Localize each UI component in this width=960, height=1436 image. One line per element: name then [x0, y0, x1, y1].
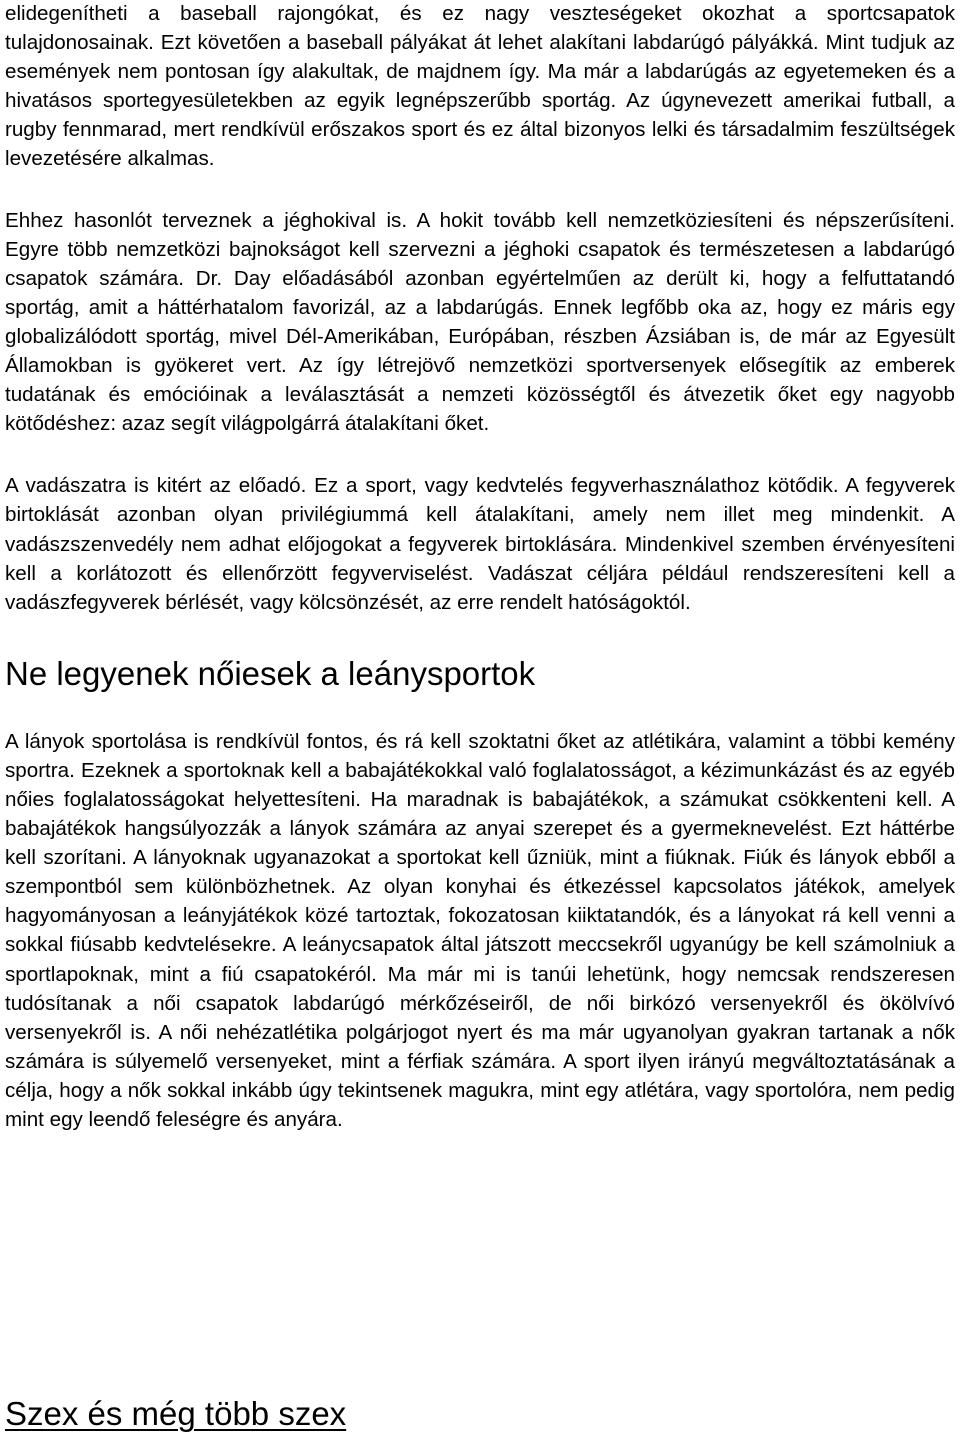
- paragraph-baseball-football: elidegenítheti a baseball rajongókat, és ez nagy veszteségeket okozhat a sportcsapatok tulajdonosainak. Ezt követően a baseball pályákat át lehet alakítani labdarúgó pályákká. Mint tudjuk az események nem pontosan így alakultak, de majdnem így. Ma már a labdarúgás az egyetemeken és a hivatásos sportegyesületekben az egyik legnépszerűbb sportág. Az úgynevezett amerikai futball, a rugby fennmarad, mert rendkívül erőszakos sport és ez által bizonyos lelki és társadalmim feszültségek levezetésére alkalmas.: [5, 2, 955, 171]
- section-heading-sex: Szex és még több szex: [5, 1395, 347, 1432]
- paragraph-girls-sports: A lányok sportolása is rendkívül fontos, és rá kell szoktatni őket az atlétikára, valamint a többi kemény sportra. Ezeknek a sportoknak kell a babajátékokkal való foglalatosságot, a kézimunkázást és az egyéb nőies foglalatosságokat helyettesíteni. Ha maradnak is babajátékok, a számukat csökkenteni kell. A babajátékok hangsúlyozzák a lányok számára az anyai szerepet és a gyermeknevelést. Ezt háttérbe kell szorítani. A lányoknak ugyanazokat a sportokat kell űzniük, mint a fiúknak. Fiúk és lányok ebből a szempontból sem különbözhetnek. Az olyan konyhai és étkezéssel kapcsolatos játékok, amelyek hagyományosan a leányjátékok közé tartoztak, fokozatosan kiiktatandók, és a lányokat rá kell venni a sokkal fiúsabb kedvtelésekre. A leánycsapatok által játszott meccsekről ugyanúgy be kell számolniuk a sportlapoknak, mint a fiú csapatokéról. Ma már mi is tanúi lehetünk, hogy nemcsak rendszeresen tudósítanak a női csapatok labdarúgó mérkőzéseiről, de női birkózó versenyekről és ökölvívó versenyekről is. A női nehézatlétika polgárjogot nyert és ma már ugyanolyan gyakran tartanak a nők számára is súlyemelő versenyeket, mint a férfiak számára. A sport ilyen irányú megváltoztatásának a célja, hogy a nők sokkal inkább úgy tekintsenek magukra, mint egy atlétára, vagy sportolóra, nem pedig mint egy leendő feleségre és anyára.: [5, 729, 955, 1131]
- paragraph-hunting: A vadászatra is kitért az előadó. Ez a sport, vagy kedvtelés fegyverhasználathoz kötődik. A fegyverek birtoklását azonban olyan privilégiummá kell átalakítani, amely nem illet meg mindenkit. A vadászszenvedély nem adhat előjogokat a fegyverek birtoklására. Mindenkivel szemben érvényesíteni kell a korlátozott és ellenőrzött fegyverviselést. Vadászat céljára például rendszeresíteni kell a vadászfegyverek bérlését, vagy kölcsönzését, az erre rendelt hatóságoktól.: [5, 474, 955, 614]
- section-heading-girls-sports: Ne legyenek nőiesek a leánysportok: [5, 654, 536, 692]
- document-body: [5, 0, 955, 1134]
- paragraph-ice-hockey: Ehhez hasonlót terveznek a jéghokival is. A hokit tovább kell nemzetköziesíteni és népszerűsíteni. Egyre több nemzetközi bajnokságot kell szervezni a jéghoki csapatok és természetesen a labdarúgó csapatok számára. Dr. Day előadásából azonban egyértelműen az derült ki, hogy a felfuttatandó sportág, amit a háttérhatalom favorizál, az a labdarúgás. Ennek legfőbb oka az, hogy ez máris egy globalizálódott sportág, mivel Dél-Amerikában, Európában, részben Ázsiában is, de már az Egyesült Államokban is gyökeret vert. Az így létrejövő nemzetközi sportversenyek elősegítik az emberek tudatának és emócióinak a leválasztását a nemzeti közösségtől és átvezetik őket egy nagyobb kötődéshez: azaz segít világpolgárrá átalakítani őket.: [5, 208, 955, 436]
